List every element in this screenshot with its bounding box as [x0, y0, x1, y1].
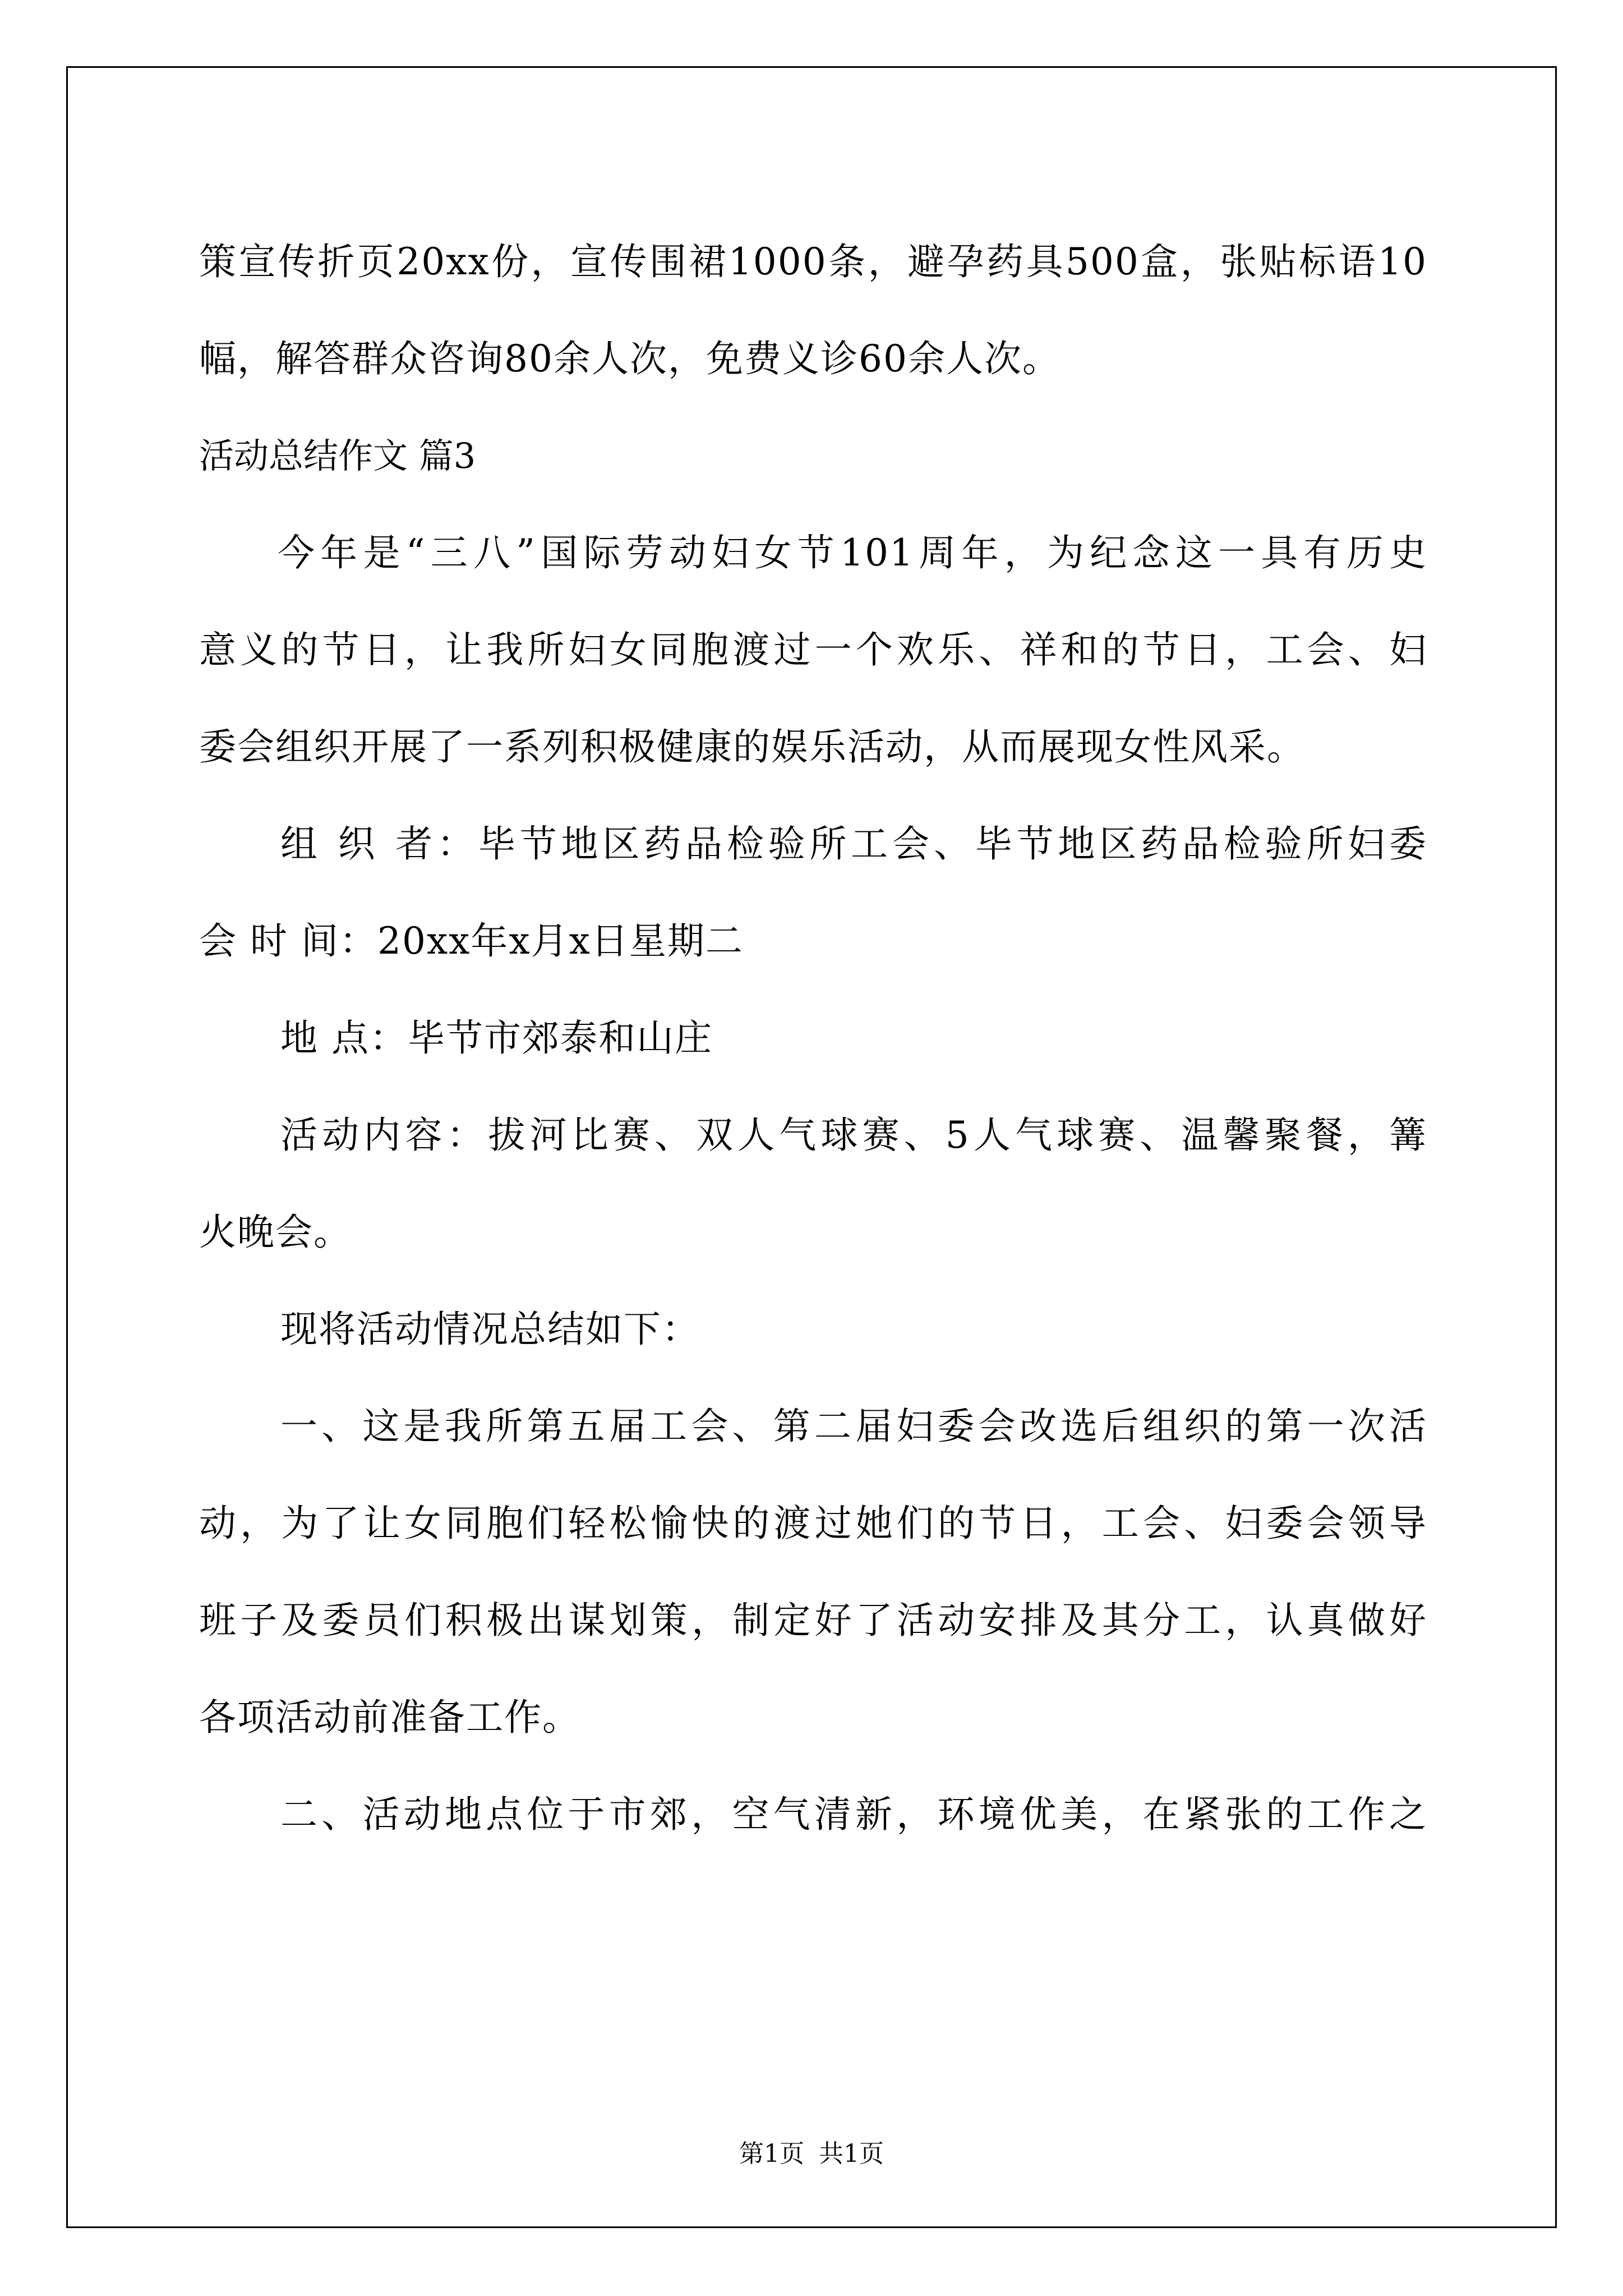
paragraph-line: 动，为了让女同胞们轻松愉快的渡过她们的节日，工会、妇委会领导 [199, 1502, 1427, 1545]
paragraph-line: 幅，解答群众咨询80余人次，免费义诊60余人次。 [199, 337, 1061, 380]
paragraph-line: 现将活动情况总结如下： [280, 1308, 700, 1351]
paragraph-line: 活动内容：拔河比赛、双人气球赛、5人气球赛、温馨聚餐，篝 [280, 1114, 1427, 1157]
paragraph-line: 委会组织开展了一系列积极健康的娱乐活动，从而展现女性风采。 [199, 725, 1305, 769]
page-total: 共1页 [819, 2139, 884, 2168]
paragraph-line: 二、活动地点位于市郊，空气清新，环境优美，在紧张的工作之 [280, 1793, 1427, 1836]
paragraph-line: 各项活动前准备工作。 [199, 1696, 580, 1739]
paragraph-line: 一、这是我所第五届工会、第二届妇委会改选后组织的第一次活 [280, 1405, 1427, 1448]
paragraph-line: 今年是“三八”国际劳动妇女节101周年，为纪念这一具有历史 [278, 531, 1427, 574]
section-heading: 活动总结作文 篇3 [199, 435, 476, 476]
document-body [199, 213, 1427, 1863]
paragraph-line: 火晚会。 [199, 1211, 352, 1254]
page-number: 第1页 [739, 2139, 804, 2168]
paragraph-line: 地 点：毕节市郊泰和山庄 [280, 1016, 713, 1060]
paragraph-line: 策宣传折页20xx份，宣传围裙1000条，避孕药具500盒，张贴标语10 [199, 240, 1427, 283]
paragraph-line: 意义的节日，让我所妇女同胞渡过一个欢乐、祥和的节日，工会、妇 [199, 628, 1427, 671]
paragraph-line: 会 时 间：20xx年x月x日星期二 [199, 919, 744, 963]
paragraph-line: 组 织 者：毕节地区药品检验所工会、毕节地区药品检验所妇委 [280, 822, 1427, 866]
paragraph-line: 班子及委员们积极出谋划策，制定好了活动安排及其分工，认真做好 [199, 1599, 1427, 1642]
page-footer [0, 2133, 1623, 2169]
